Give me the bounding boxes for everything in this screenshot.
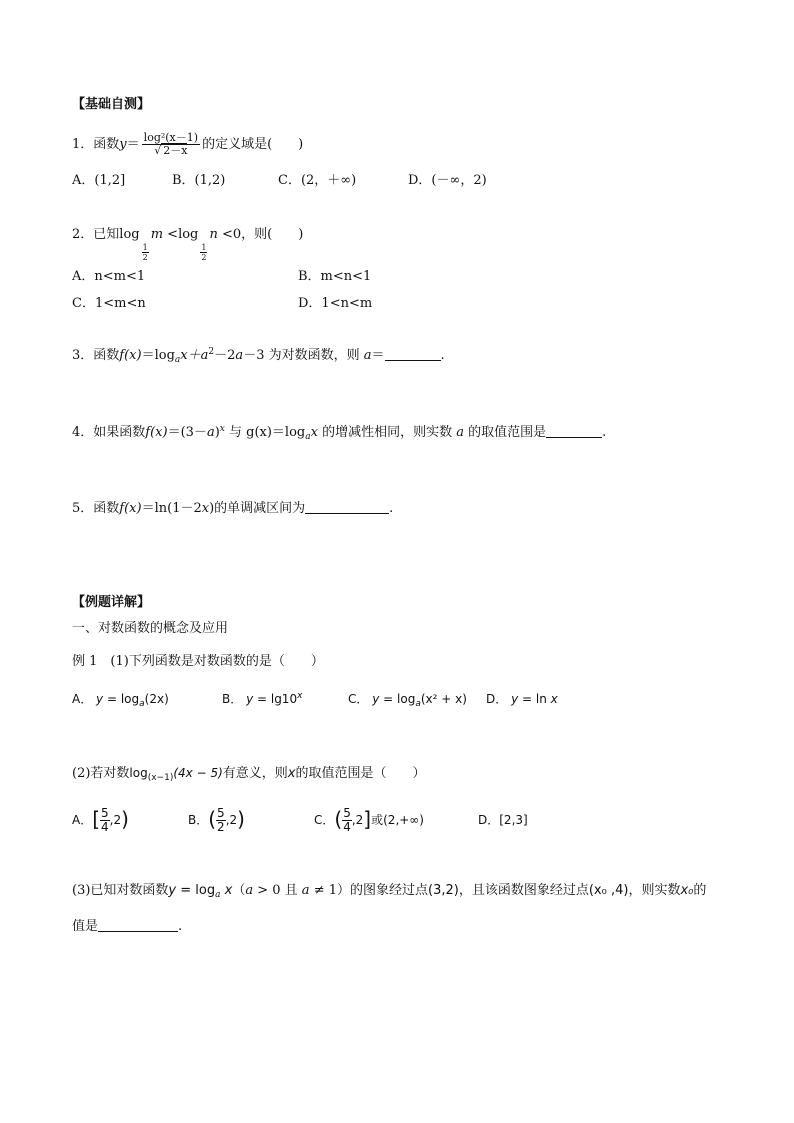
q2-option-d[interactable]: D．1<n<m	[298, 296, 373, 311]
ex1-p2-a-num: 5	[101, 806, 109, 820]
q4-base: a	[305, 432, 311, 442]
ex1-p2-option-d[interactable]	[478, 806, 528, 834]
ex1-p2-pre: (2)若对数	[72, 766, 130, 781]
q4-a2: a	[456, 425, 464, 440]
q5-fx: f(x)	[119, 501, 142, 516]
ex1-p3-end: .	[178, 919, 183, 934]
ex1-p3-tail: ，则实数	[628, 883, 681, 898]
ex1-a-y: y	[96, 692, 104, 706]
ex1-c-base: a	[415, 699, 421, 709]
q2-log: log	[119, 227, 140, 242]
q1-tail: 的定义域是( )	[202, 137, 304, 152]
ex1-d-x: x	[550, 692, 558, 706]
ex1-c-arg: (x² + x)	[420, 692, 467, 706]
ex1-p2-option-b[interactable]: B．( $\frac{5}{2}$ ,2)	[188, 806, 245, 834]
q5-end: .	[389, 501, 394, 516]
q3-number: 3．	[72, 348, 94, 363]
q3-log: log	[154, 348, 175, 363]
ex1-p2-arg: (4x − 5)	[173, 766, 223, 780]
q2-base-den: 2	[142, 253, 148, 262]
ex1-p2-tail: 的取值范围是（ ）	[295, 766, 426, 781]
question-1	[72, 132, 303, 158]
ex1-p2-c-den: 4	[343, 820, 351, 834]
ex1-p3-answer-blank[interactable]	[98, 919, 178, 932]
ex1-p2-x: x	[287, 766, 296, 781]
ex1-p2-option-a[interactable]: A．[ $\frac{5}{4}$ ,2)	[72, 806, 129, 834]
ex1-p3-cond-open: （	[232, 883, 246, 898]
q1-var: y	[119, 137, 127, 152]
ex1-d-ln: = ln	[518, 692, 547, 706]
ex1-d-y: y	[511, 692, 519, 706]
ex1-p3-pre: (3)已知对数函数	[72, 883, 169, 898]
question-2	[72, 226, 303, 262]
ex1-c-log: = log	[379, 692, 416, 706]
question-3	[72, 347, 445, 365]
q4-number: 4．	[72, 425, 94, 440]
q5-text: 函数	[93, 501, 120, 516]
q5-number: 5．	[72, 501, 94, 516]
q1-option-b[interactable]: B．(1,2)	[172, 173, 226, 188]
q1-option-c[interactable]: C．(2，＋∞)	[278, 173, 357, 188]
example-1-part-3	[72, 882, 706, 900]
ex1-p2-d-value: [2,3]	[499, 813, 528, 827]
ex1-p2-b-frac	[216, 807, 226, 834]
ex1-p2-c-rest: ,2	[351, 813, 364, 827]
q4-close: )	[214, 425, 220, 440]
ex1-p3-cond3: ≠ 1）的图象经过点	[309, 883, 428, 898]
question-5	[72, 500, 393, 518]
ex1-b-exp: x	[297, 691, 303, 701]
q1-denominator: 2－x	[163, 144, 188, 157]
ex1-p2-a-rest: ,2	[109, 813, 122, 827]
q3-eq2: ＝	[371, 348, 385, 363]
q2-base2-num: 1	[201, 243, 207, 252]
ex1-a-letter: A．	[72, 692, 93, 706]
ex1-p3-y: y	[168, 883, 177, 898]
q3-fx: f(x)	[119, 348, 142, 363]
ex1-p2-c-num: 5	[343, 806, 351, 820]
q1-eq: ＝	[126, 137, 140, 152]
q1-text: 函数	[93, 137, 120, 152]
q2-tail: <0，则( )	[217, 227, 304, 242]
q2-base-2	[200, 243, 207, 262]
ex1-a-log: = log	[103, 692, 140, 706]
ex1-p3-x0: x₀	[680, 883, 694, 898]
ex1-p2-c-or: 或	[371, 813, 384, 827]
q3-a3: a	[363, 348, 372, 363]
q3-end: .	[440, 348, 445, 363]
ex1-p2-base: (x−1)	[147, 773, 174, 783]
q2-n: n	[209, 227, 218, 242]
q2-m: m	[150, 227, 164, 242]
ex1-p2-mid: 有意义，则	[222, 766, 288, 781]
q3-sq: 2	[208, 347, 215, 357]
q2-option-c[interactable]: C．1<m<n	[72, 296, 146, 311]
q2-option-a[interactable]: A．n<m<1	[72, 269, 146, 284]
q4-exp: x	[219, 424, 225, 434]
ex1-d-letter: D．	[486, 692, 508, 706]
ex1-p2-b-rest: ,2	[225, 813, 238, 827]
q3-minus: －2	[214, 348, 236, 363]
ex1-p3-log: = log	[176, 883, 216, 898]
q2-option-b[interactable]: B．m<n<1	[298, 269, 372, 284]
ex1-p2-c-extra: (2,+∞)	[383, 813, 424, 827]
example-1-part-2	[72, 764, 426, 783]
ex1-p3-tail2: 的	[693, 883, 707, 898]
ex1-p2-option-c[interactable]: C．( $\frac{5}{4}$ ,2]或(2,+∞)	[314, 806, 424, 834]
q3-text: 函数	[93, 348, 120, 363]
example-1-part-1: 例 1 (1)下列函数是对数函数的是（ ）	[72, 654, 324, 669]
section-title-basic: 【基础自测】	[72, 97, 151, 112]
q3-a2: a	[235, 348, 244, 363]
ex1-p3-a1: a	[245, 883, 254, 898]
ex1-c-y: y	[372, 692, 380, 706]
ex1-p3-cond2: > 0 且	[253, 883, 302, 898]
q4-answer-blank[interactable]	[546, 425, 602, 438]
ex1-p3-a2: a	[301, 883, 310, 898]
q4-eq: ＝(3－	[167, 425, 207, 440]
ex1-p2-log: log	[129, 766, 148, 780]
q4-tail2: 的取值范围是	[463, 425, 547, 440]
ex1-option-a[interactable]	[72, 690, 169, 708]
q2-log-2: log	[178, 227, 199, 242]
ex1-p2-d-letter: D．	[478, 813, 500, 827]
ex1-option-b[interactable]	[222, 690, 302, 708]
q2-base-1	[142, 243, 149, 262]
q1-numerator: log²(x－1)	[143, 131, 199, 144]
ex1-b-letter: B．	[222, 692, 243, 706]
q5-x: x	[201, 501, 210, 516]
ex1-p2-a-den: 4	[101, 820, 109, 834]
ex1-p2-a-letter: A．	[72, 813, 93, 827]
ex1-a-base: a	[139, 699, 145, 709]
ex1-p3-base: a	[215, 890, 221, 900]
q2-number: 2．	[72, 227, 94, 242]
q4-a: a	[206, 425, 215, 440]
q4-fx: f(x)	[145, 425, 168, 440]
ex1-p2-a-frac	[100, 807, 110, 834]
q5-answer-blank[interactable]	[305, 501, 389, 514]
q5-tail: )的单调减区间为	[209, 501, 306, 516]
q4-text: 如果函数	[93, 425, 146, 440]
ex1-option-c[interactable]	[348, 690, 467, 708]
ex1-p2-b-den: 2	[217, 820, 225, 834]
ex1-p2-c-frac	[342, 807, 352, 834]
q5-eq: ＝ln(1－2	[141, 501, 202, 516]
q4-tail: 的增减性相同，则实数	[317, 425, 457, 440]
ex1-p3-point2: (x₀ ,4)	[588, 883, 629, 898]
q3-a: a	[200, 348, 209, 363]
q4-mid: 与 g(x)＝log	[224, 425, 306, 440]
ex1-b-expr: = lg10	[253, 692, 298, 706]
q3-answer-blank[interactable]	[385, 348, 441, 361]
ex1-p3-point: (3,2)	[428, 883, 459, 898]
q1-option-d[interactable]: D．(－∞，2)	[408, 173, 487, 188]
ex1-p2-b-num: 5	[217, 806, 225, 820]
q2-text: 已知	[93, 227, 120, 242]
section-title-examples: 【例题详解】	[72, 595, 151, 610]
ex1-a-arg: (2x)	[144, 692, 169, 706]
q3-base: a	[174, 355, 181, 365]
q1-fraction: $\frac{\text{log²(x－1)}}{√ 2-x}$	[143, 131, 199, 157]
q4-end: .	[602, 425, 607, 440]
q3-tail: －3 为对数函数，则	[243, 348, 364, 363]
ex1-p2-c-letter: C．	[314, 813, 335, 827]
q2-lt: <	[163, 227, 179, 242]
subsection-title: 一、对数函数的概念及应用	[72, 621, 229, 636]
q2-base-num: 1	[142, 243, 148, 252]
q2-base2-den: 2	[201, 253, 207, 262]
q1-number: 1．	[72, 137, 94, 152]
ex1-b-y: y	[246, 692, 254, 706]
ex1-p3-x: x	[220, 883, 233, 898]
ex1-p2-b-letter: B．	[188, 813, 209, 827]
question-4	[72, 424, 606, 442]
q4-x: x	[310, 425, 318, 440]
ex1-option-d[interactable]	[486, 690, 558, 708]
example-1-part-3-line2	[72, 918, 182, 936]
ex1-c-letter: C．	[348, 692, 369, 706]
ex1-p3-line2: 值是	[72, 919, 99, 934]
ex1-p3-mid: ，且该函数图象经过点	[458, 883, 589, 898]
q3-x: x＋	[180, 348, 201, 363]
q3-eq: ＝	[141, 348, 155, 363]
q1-option-a[interactable]: A．(1,2]	[72, 173, 126, 188]
